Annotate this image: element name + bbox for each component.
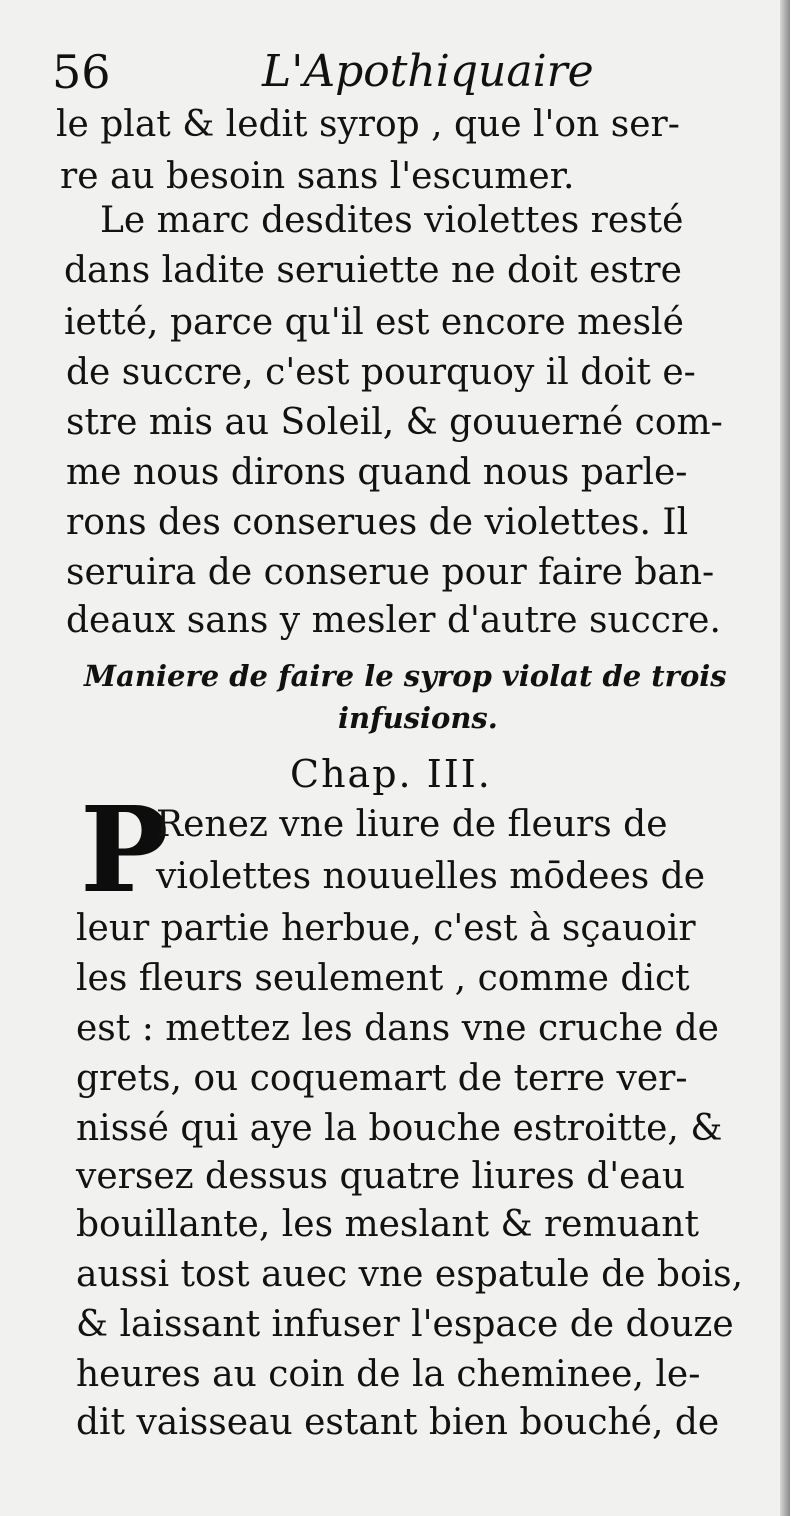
text-line: de succre, c'est pourquoy il doit e- (66, 352, 696, 393)
text-line: dit vaisseau estant bien bouché, de (76, 1402, 720, 1443)
text-line: est : mettez les dans vne cruche de (76, 1008, 719, 1049)
text-line: stre mis au Soleil, & gouuerné com- (66, 402, 723, 443)
page-header (52, 42, 594, 102)
text-line: dans ladite seruiette ne doit estre (64, 250, 682, 291)
text-line: le plat & ledit syrop , que l'on ser- (56, 104, 680, 145)
text-line: aussi tost auec vne espatule de bois, (76, 1254, 744, 1295)
text-line: me nous dirons quand nous parle- (66, 452, 688, 493)
chapter-label: Chap. III. (290, 752, 492, 796)
text-line: nissé qui aye la bouche estroitte, & (76, 1108, 723, 1149)
page-edge (780, 0, 790, 1516)
text-line: versez dessus quatre liures d'eau (76, 1156, 686, 1197)
chapter-title: infusions. (338, 701, 498, 735)
text-line: bouillante, les meslant & remuant (76, 1204, 699, 1245)
text-line: heures au coin de la cheminee, le- (76, 1354, 701, 1395)
text-line: & laissant infuser l'espace de douze (76, 1304, 734, 1345)
text-line: les fleurs seulement , comme dict (76, 958, 690, 999)
page-number: 56 (52, 45, 111, 99)
drop-cap: P (80, 780, 169, 919)
text-line: grets, ou coquemart de terre ver- (76, 1058, 688, 1099)
chapter-title: Maniere de faire le syrop violat de trois (84, 659, 727, 693)
text-line: Le marc desdites violettes resté (100, 200, 684, 241)
text-line: seruira de conserue pour faire ban- (66, 552, 715, 593)
text-line: violettes nouuelles mōdees de (156, 856, 706, 897)
text-line: deaux sans y mesler d'autre succre. (66, 600, 721, 641)
text-line: leur partie herbue, c'est à sçauoir (76, 908, 696, 949)
text-line: rons des conserues de violettes. Il (66, 502, 689, 543)
running-head: L'Apothiquaire (262, 46, 594, 97)
text-line: ietté, parce qu'il est encore meslé (64, 302, 684, 343)
text-line: re au besoin sans l'escumer. (60, 156, 575, 197)
text-line: Renez vne liure de fleurs de (156, 804, 668, 845)
